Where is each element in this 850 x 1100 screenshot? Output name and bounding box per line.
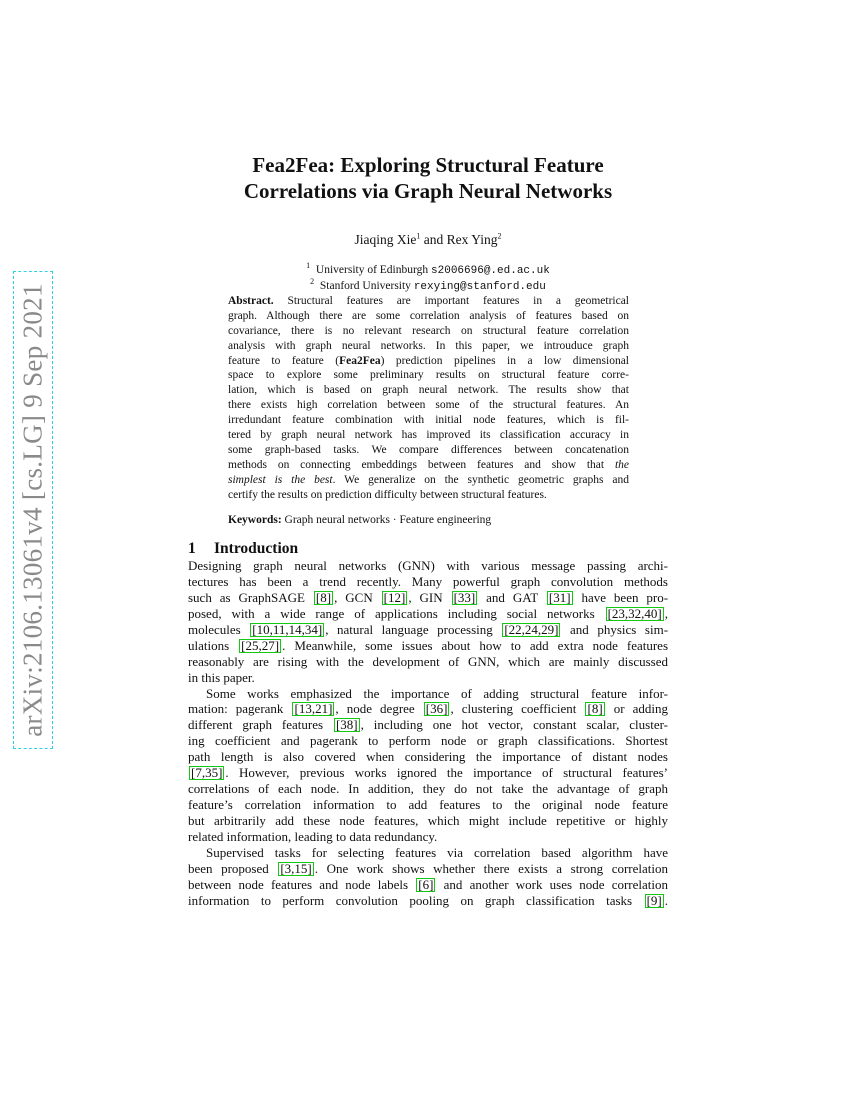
body-line: in this paper.: [188, 669, 255, 685]
aff-email[interactable]: s2006696@.ed.ac.uk: [431, 265, 550, 277]
body-text: posed, with a wide range of applications including social networks: [188, 605, 595, 621]
body-text: been proposed: [188, 860, 269, 876]
citation-link[interactable]: [38]: [335, 717, 358, 733]
abstract-text: ) prediction pipelines in a low dimensional: [380, 354, 629, 367]
body-line: [188, 861, 668, 877]
keywords-label: Keywords:: [228, 514, 282, 526]
citation-link[interactable]: [6]: [418, 876, 434, 892]
body-text: different graph features: [188, 717, 324, 733]
abstract-line: graph. Although there are some correlation analysis of features based on: [228, 309, 629, 322]
aff-sup: 1: [306, 261, 311, 271]
abstract-line: lation, which is based on graph neural network. The results show that: [228, 384, 629, 397]
author-and: and: [420, 232, 447, 247]
arxiv-id: arXiv:2106.13061v4 [cs.LG] 9 Sep 2021: [17, 283, 48, 737]
body-line: [188, 701, 668, 717]
body-text: , clustering coefficient: [450, 701, 577, 717]
body-text: . One work shows whether there exists a strong correlation: [314, 860, 669, 876]
keywords: [228, 513, 629, 528]
citation-link[interactable]: [36]: [425, 701, 448, 717]
section-title: Introduction: [214, 540, 299, 557]
abstract-line: certify the results on prediction difficulty between structural features.: [228, 488, 547, 501]
body-text: .: [664, 892, 668, 908]
abstract-line: [228, 294, 629, 309]
abstract-text: methods on connecting embeddings between features and show that: [228, 458, 615, 471]
abstract-line: irredundant feature combination with initial node features, which is fil-: [228, 414, 629, 427]
citation-link[interactable]: [10,11,14,34]: [252, 621, 323, 637]
abstract-line: [228, 473, 629, 488]
abstract-bold: Fea2Fea: [339, 354, 381, 367]
abstract-text: Structural features are important features in a geometrical: [287, 295, 629, 307]
body-text: [188, 558, 668, 909]
body-text: ulations: [188, 637, 230, 653]
section-heading: [188, 540, 298, 558]
paper-title: [150, 152, 706, 204]
body-line: correlations of each node. In addition, they do not take the advantage of graph: [188, 781, 668, 797]
title-line: Fea2Fea: Exploring Structural Feature: [252, 153, 604, 177]
citation-link[interactable]: [13,21]: [294, 701, 333, 717]
abstract-line: analysis with graph neural networks. In this paper, we introuduce graph: [228, 339, 629, 352]
author-sup: 2: [497, 231, 502, 241]
body-line: [188, 877, 668, 893]
affiliation: [150, 277, 706, 293]
body-line: [188, 590, 668, 606]
citation-link[interactable]: [22,24,29]: [504, 621, 559, 637]
abstract-text: feature to feature (: [228, 354, 340, 367]
author-sup: 1: [416, 231, 421, 241]
abstract-line: [228, 458, 629, 473]
citation-link[interactable]: [12]: [383, 589, 406, 605]
abstract-label: Abstract.: [228, 295, 274, 307]
abstract-text: . We generalize on the synthetic geometric graphs and: [332, 473, 629, 486]
body-line: [188, 893, 668, 909]
body-text: between node features and node labels: [188, 876, 409, 892]
aff-email[interactable]: rexying@stanford.edu: [413, 281, 546, 293]
keywords-text: Graph neural networks · Feature engineering: [284, 514, 492, 526]
body-line: related information, leading to data redundancy.: [188, 828, 438, 844]
body-line: feature’s correlation information to add features to the original node feature: [188, 797, 668, 813]
body-text: have been pro-: [573, 589, 669, 605]
body-line: Designing graph neural networks (GNN) with various message passing archi-: [188, 558, 668, 573]
author-name: Rex Ying: [446, 232, 498, 247]
body-text: , GIN: [408, 589, 443, 605]
abstract: [228, 294, 629, 502]
body-line: path length is also covered when considering the importance of distant nodes: [188, 749, 668, 765]
abstract-line: there exists high correlation between some of the structural features. An: [228, 399, 629, 412]
body-text: and physics sim-: [561, 621, 669, 637]
body-line: but arbitrarily add these node features, which might include repetitive or highly: [188, 813, 668, 828]
abstract-line: [228, 354, 629, 369]
aff-sup: 2: [310, 277, 315, 287]
body-line: Supervised tasks for selecting features via correlation based algorithm have: [206, 844, 668, 860]
abstract-line: some graph-based tasks. We compare differences between concatenation: [228, 443, 629, 456]
body-text: or adding: [605, 701, 668, 717]
author-name: Jiaqing Xie: [354, 232, 417, 247]
citation-link[interactable]: [25,27]: [241, 637, 280, 653]
aff-name: University of Edinburgh: [315, 264, 429, 276]
body-text: and another work uses node correlation: [436, 876, 669, 892]
keywords-line: [228, 513, 629, 528]
body-text: and GAT: [478, 589, 538, 605]
body-line: [188, 606, 668, 622]
body-line: [188, 717, 668, 733]
body-text: , natural language processing: [325, 621, 493, 637]
citation-link[interactable]: [33]: [453, 589, 476, 605]
body-text: ,: [664, 605, 669, 621]
body-line: [188, 622, 668, 638]
citation-link[interactable]: [23,32,40]: [607, 605, 662, 621]
body-text: . Meanwhile, some issues about how to add extra node features: [282, 637, 669, 653]
abstract-line: tered by graph neural network has improved its classification accuracy in: [228, 429, 629, 442]
body-text: mation: pagerank: [188, 701, 284, 717]
title-line: Correlations via Graph Neural Networks: [243, 179, 613, 203]
body-line: ing coefficient and pagerank to perform node or graph classifications. Shortest: [188, 733, 668, 749]
affiliation: [150, 261, 706, 277]
body-line: [188, 765, 668, 781]
body-line: Some works emphasized the importance of adding structural feature infor-: [206, 685, 668, 701]
section-number: 1: [188, 540, 196, 557]
citation-link[interactable]: [8]: [315, 589, 332, 605]
authors: [150, 232, 706, 248]
aff-name: Stanford University: [319, 280, 411, 292]
citation-link[interactable]: [31]: [548, 589, 571, 605]
body-line: tectures has been a trend recently. Many powerful graph convolution methods: [188, 573, 668, 589]
abstract-italic: the: [614, 458, 629, 471]
body-line: reasonably are rising with the development of GNN, which are mainly discussed: [188, 653, 668, 669]
body-text: . However, previous works ignored the importance of structural features’: [225, 765, 668, 781]
body-text: , including one hot vector, constant scalar, cluster-: [360, 717, 668, 733]
abstract-italic: simplest is the best: [228, 473, 333, 486]
citation-link[interactable]: [9]: [646, 892, 662, 908]
arxiv-stamp: [13, 271, 53, 749]
body-text: such as GraphSAGE: [188, 589, 305, 605]
body-text: molecules: [188, 621, 241, 637]
body-text: information to perform convolution pooling on graph classification tasks: [188, 892, 633, 908]
citation-link[interactable]: [7,35]: [191, 765, 223, 781]
body-text: , GCN: [334, 589, 373, 605]
abstract-line: covariance, there is no relevant research on structural feature correlation: [228, 324, 629, 337]
citation-link[interactable]: [8]: [587, 701, 603, 717]
abstract-line: space to explore some preliminary results on structural feature corre-: [228, 369, 629, 382]
body-line: [188, 638, 668, 654]
citation-link[interactable]: [3,15]: [280, 860, 312, 876]
body-text: , node degree: [335, 701, 415, 717]
